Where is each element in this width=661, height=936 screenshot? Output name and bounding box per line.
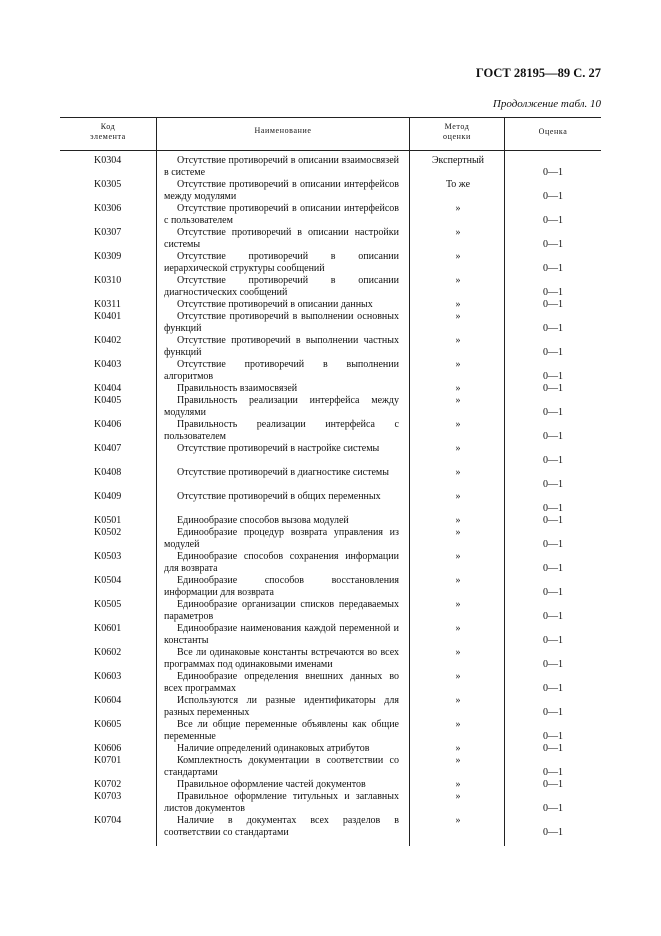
score-range: 0—1 xyxy=(543,371,563,382)
element-code: K0501 xyxy=(94,515,122,526)
score-range: 0—1 xyxy=(543,347,563,358)
evaluation-method: » xyxy=(455,311,461,322)
evaluation-method: » xyxy=(455,743,461,754)
element-name: Отсутствие противоречий в выполнении основных функций xyxy=(164,311,399,334)
element-code: K0403 xyxy=(94,359,122,370)
score-range: 0—1 xyxy=(543,479,563,490)
column-divider-1 xyxy=(156,117,157,846)
element-name: Правильность взаимосвязей xyxy=(177,383,298,394)
element-name: Наличие определений одинаковых атрибутов xyxy=(177,743,370,754)
element-name: Отсутствие противоречий в выполнении частных функций xyxy=(164,335,399,358)
element-code: K0311 xyxy=(94,299,121,310)
column-header-method-line2: оценки xyxy=(443,132,471,141)
score-range: 0—1 xyxy=(543,239,563,250)
score-range: 0—1 xyxy=(543,515,563,526)
element-name: Правильность реализации интерфейса между модулями xyxy=(164,395,399,418)
element-name: Правильное оформление частей документов xyxy=(177,779,366,790)
element-code: K0407 xyxy=(94,443,122,454)
element-name: Единообразие процедур возврата управления из модулей xyxy=(164,527,399,550)
element-code: K0409 xyxy=(94,491,122,502)
score-range: 0—1 xyxy=(543,659,563,670)
evaluation-method: » xyxy=(455,299,461,310)
evaluation-method: » xyxy=(455,791,461,802)
element-name: Отсутствие противоречий в описании взаимосвязей в системе xyxy=(164,155,399,178)
element-code: K0309 xyxy=(94,251,122,262)
evaluation-method: » xyxy=(455,671,461,682)
evaluation-method: » xyxy=(455,515,461,526)
evaluation-method: » xyxy=(455,623,461,634)
element-code: K0702 xyxy=(94,779,122,790)
score-range: 0—1 xyxy=(543,503,563,514)
element-code: K0401 xyxy=(94,311,122,322)
element-code: K0603 xyxy=(94,671,122,682)
element-code: K0502 xyxy=(94,527,122,538)
score-range: 0—1 xyxy=(543,803,563,814)
element-name: Комплектность документации в соответствии со стандартами xyxy=(164,755,399,778)
element-code: K0306 xyxy=(94,203,122,214)
element-name: Единообразие наименования каждой переменной и константы xyxy=(164,623,399,646)
element-code: K0504 xyxy=(94,575,122,586)
element-name: Отсутствие противоречий в описании интерфейсов между модулями xyxy=(164,179,399,202)
element-code: K0704 xyxy=(94,815,122,826)
column-header-code-line1: Код xyxy=(100,122,116,131)
evaluation-method: » xyxy=(455,251,461,262)
evaluation-method: » xyxy=(455,695,461,706)
column-header-score-line1: Оценка xyxy=(538,127,568,136)
element-code: K0402 xyxy=(94,335,122,346)
evaluation-method: » xyxy=(455,755,461,766)
evaluation-method: » xyxy=(455,395,461,406)
score-range: 0—1 xyxy=(543,287,563,298)
evaluation-method: » xyxy=(455,527,461,538)
element-name: Единообразие способов сохранения информации для возврата xyxy=(164,551,399,574)
element-name: Все ли общие переменные объявлены как общие переменные xyxy=(164,719,399,742)
score-range: 0—1 xyxy=(543,767,563,778)
element-name: Отсутствие противоречий в описании диагностических сообщений xyxy=(164,275,399,298)
table-continuation-label: Продолжение табл. 10 xyxy=(492,98,601,110)
element-code: K0408 xyxy=(94,467,122,478)
evaluation-method: » xyxy=(455,491,461,502)
score-range: 0—1 xyxy=(543,707,563,718)
score-range: 0—1 xyxy=(543,683,563,694)
column-header-score xyxy=(505,127,601,137)
column-header-method xyxy=(410,122,504,142)
evaluation-method: » xyxy=(455,779,461,790)
score-range: 0—1 xyxy=(543,167,563,178)
score-range: 0—1 xyxy=(543,779,563,790)
evaluation-method: Экспертный xyxy=(431,155,485,166)
column-header-name-line1: Наименование xyxy=(254,126,312,135)
evaluation-method: То же xyxy=(445,179,471,190)
score-range: 0—1 xyxy=(543,743,563,754)
element-code: K0505 xyxy=(94,599,122,610)
element-name: Единообразие способов восстановления информации для возврата xyxy=(164,575,399,598)
evaluation-method: » xyxy=(455,227,461,238)
score-range: 0—1 xyxy=(543,539,563,550)
evaluation-method: » xyxy=(455,647,461,658)
element-code: K0404 xyxy=(94,383,122,394)
element-code: K0310 xyxy=(94,275,122,286)
score-range: 0—1 xyxy=(543,611,563,622)
score-range: 0—1 xyxy=(543,263,563,274)
score-range: 0—1 xyxy=(543,323,563,334)
element-code: K0602 xyxy=(94,647,122,658)
element-name: Отсутствие противоречий в описании данных xyxy=(177,299,373,310)
element-code: K0503 xyxy=(94,551,122,562)
column-header-method-line1: Метод xyxy=(444,122,470,131)
element-code: K0701 xyxy=(94,755,122,766)
evaluation-method: » xyxy=(455,467,461,478)
evaluation-method: » xyxy=(455,203,461,214)
element-code: K0605 xyxy=(94,719,122,730)
element-name: Отсутствие противоречий в описании настройки системы xyxy=(164,227,399,250)
evaluation-method: » xyxy=(455,815,461,826)
score-range: 0—1 xyxy=(543,455,563,466)
element-name: Все ли одинаковые константы встречаются во всех программах под одинаковыми именами xyxy=(164,647,399,670)
element-name: Отсутствие противоречий в общих переменных xyxy=(177,491,381,502)
score-range: 0—1 xyxy=(543,827,563,838)
evaluation-method: » xyxy=(455,719,461,730)
element-name: Отсутствие противоречий в описании иерархической структуры сообщений xyxy=(164,251,399,274)
evaluation-method: » xyxy=(455,443,461,454)
score-range: 0—1 xyxy=(543,431,563,442)
score-range: 0—1 xyxy=(543,191,563,202)
evaluation-method: » xyxy=(455,383,461,394)
table-top-rule xyxy=(60,117,601,118)
score-range: 0—1 xyxy=(543,215,563,226)
element-name: Используются ли разные идентификаторы для разных переменных xyxy=(164,695,399,718)
column-header-code-line2: элемента xyxy=(90,132,126,141)
element-code: K0601 xyxy=(94,623,122,634)
score-range: 0—1 xyxy=(543,407,563,418)
element-name: Отсутствие противоречий в настройке системы xyxy=(177,443,380,454)
page-header: ГОСТ 28195—89 С. 27 xyxy=(475,66,601,80)
element-name: Наличие в документах всех разделов в соответствии со стандартами xyxy=(164,815,399,838)
score-range: 0—1 xyxy=(543,731,563,742)
score-range: 0—1 xyxy=(543,299,563,310)
element-name: Отсутствие противоречий в выполнении алгоритмов xyxy=(164,359,399,382)
element-code: K0307 xyxy=(94,227,122,238)
element-name: Единообразие определения внешних данных во всех программах xyxy=(164,671,399,694)
evaluation-method: » xyxy=(455,599,461,610)
column-header-name xyxy=(157,126,409,136)
element-code: K0405 xyxy=(94,395,122,406)
column-divider-2 xyxy=(409,117,410,846)
element-name: Отсутствие противоречий в описании интерфейсов с пользователем xyxy=(164,203,399,226)
element-name: Отсутствие противоречий в диагностике системы xyxy=(177,467,389,478)
evaluation-method: » xyxy=(455,335,461,346)
score-range: 0—1 xyxy=(543,587,563,598)
evaluation-method: » xyxy=(455,575,461,586)
element-name: Единообразие способов вызова модулей xyxy=(177,515,349,526)
evaluation-method: » xyxy=(455,359,461,370)
table-header-rule xyxy=(60,150,601,151)
evaluation-method: » xyxy=(455,419,461,430)
score-range: 0—1 xyxy=(543,383,563,394)
score-range: 0—1 xyxy=(543,563,563,574)
element-code: K0703 xyxy=(94,791,122,802)
column-header-code xyxy=(60,122,156,142)
element-code: K0606 xyxy=(94,743,122,754)
element-name: Правильное оформление титульных и заглавных листов документов xyxy=(164,791,399,814)
evaluation-method: » xyxy=(455,275,461,286)
element-code: K0406 xyxy=(94,419,122,430)
element-name: Правильность реализации интерфейса с пользователем xyxy=(164,419,399,442)
element-code: K0305 xyxy=(94,179,122,190)
element-code: K0304 xyxy=(94,155,122,166)
element-code: K0604 xyxy=(94,695,122,706)
element-name: Единообразие организации списков передаваемых параметров xyxy=(164,599,399,622)
score-range: 0—1 xyxy=(543,635,563,646)
evaluation-method: » xyxy=(455,551,461,562)
